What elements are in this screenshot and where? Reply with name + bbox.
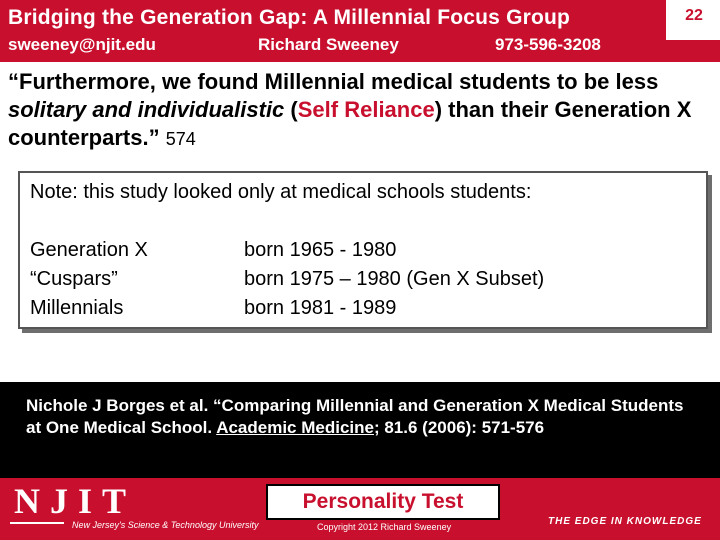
copyright-text: Copyright 2012 Richard Sweeney: [317, 522, 452, 532]
generation-years: born 1965 - 1980: [244, 239, 397, 261]
author-email: sweeney@njit.edu: [8, 35, 156, 54]
author-name: Richard Sweeney: [258, 35, 399, 54]
note-text: Note: this study looked only at medical schools students:: [30, 181, 532, 203]
generation-name: “Cuspars”: [30, 268, 118, 290]
slide-title: Bridging the Generation Gap: A Millennial Focus Group: [8, 6, 571, 29]
citation-panel: [0, 382, 720, 478]
generation-years: born 1975 – 1980 (Gen X Subset): [244, 268, 545, 290]
njit-logo: NJIT: [14, 481, 137, 521]
quote-part: (: [284, 97, 298, 122]
slide-footer: [0, 478, 720, 540]
logo-divider: [10, 522, 64, 524]
citation-journal: Academic Medicine: [216, 418, 374, 437]
citation-part: Nichole J Borges et al. “Comparing Millennial and Generation X Medical Students at One Medical School.: [26, 396, 684, 437]
quote-part: ) than their Generation X counterparts.”: [8, 97, 692, 150]
quote-text: [8, 68, 708, 153]
quote-page-ref: 574: [165, 129, 196, 149]
citation-text: [26, 395, 696, 439]
slide-header: [0, 0, 720, 62]
generation-years: born 1981 - 1989: [244, 297, 397, 319]
generation-name: Generation X: [30, 239, 148, 261]
page-number: 22: [664, 0, 720, 40]
quote-emphasis: solitary and individualistic: [8, 97, 285, 122]
author-phone: 973-596-3208: [495, 35, 601, 54]
logo-tagline: New Jersey's Science & Technology University: [72, 520, 259, 530]
quote-highlight: Self Reliance: [297, 97, 435, 122]
personality-test-button[interactable]: Personality Test: [266, 484, 500, 520]
generation-name: Millennials: [30, 297, 124, 319]
quote-part: “Furthermore, we found Millennial medical students to be less: [8, 69, 659, 94]
slogan-text: THE EDGE IN KNOWLEDGE: [548, 516, 702, 527]
citation-part: ; 81.6 (2006): 571-576: [373, 418, 545, 437]
note-box: [18, 171, 708, 329]
